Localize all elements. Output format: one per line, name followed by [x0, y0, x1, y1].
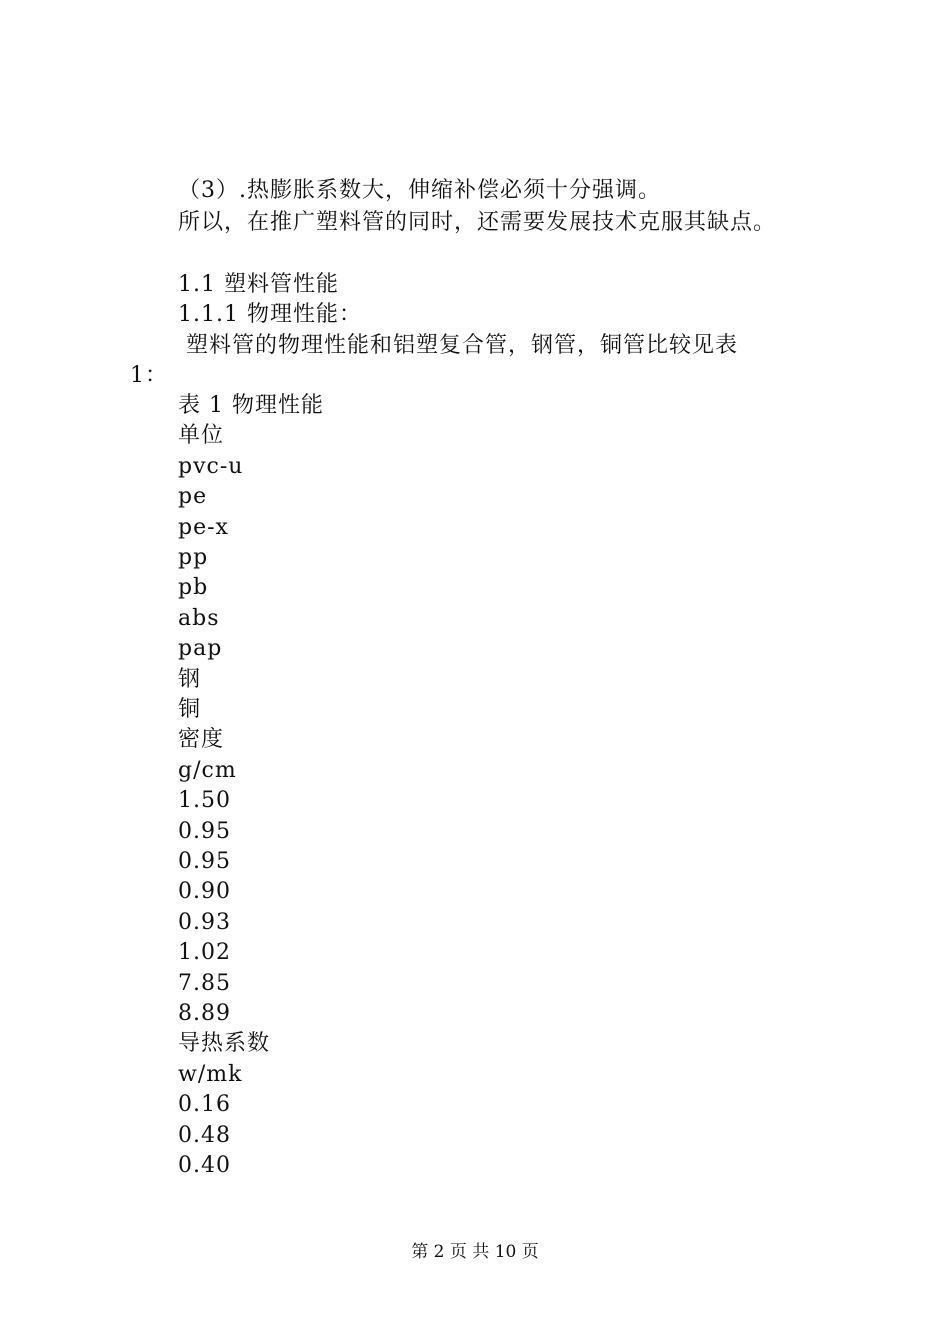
table-line: 8.89: [178, 1001, 231, 1026]
table-line: 导热系数: [178, 1031, 271, 1056]
table-line: w/mk: [178, 1062, 243, 1087]
table-line: 钢: [178, 667, 202, 692]
table-line: 0.16: [178, 1092, 231, 1117]
table-line: pe-x: [178, 515, 229, 540]
table-line: 1.50: [178, 788, 231, 813]
table-line: 0.48: [178, 1123, 231, 1148]
paragraph-comparison-continuation: 1：: [130, 363, 168, 388]
table-line: 0.93: [178, 910, 231, 935]
table-line: 0.40: [178, 1153, 231, 1178]
paragraph-thermal-expansion: （3）.热膨胀系数大，伸缩补偿必须十分强调。: [178, 178, 661, 203]
section-heading: 1.1 塑料管性能: [178, 272, 339, 297]
table-line: pb: [178, 575, 209, 600]
table-line: pe: [178, 484, 208, 509]
table-line: 0.95: [178, 849, 231, 874]
page-footer: 第 2 页 共 10 页: [411, 1242, 539, 1262]
table-line: 0.90: [178, 879, 231, 904]
table-line: g/cm: [178, 758, 237, 783]
table-line: pvc-u: [178, 454, 244, 479]
table-line: 7.85: [178, 971, 231, 996]
paragraph-comparison: 塑料管的物理性能和铝塑复合管，钢管，铜管比较见表: [186, 333, 739, 358]
table-line: pp: [178, 545, 209, 570]
table-line: 1.02: [178, 940, 231, 965]
table-line: pap: [178, 636, 223, 661]
table-line: 密度: [178, 727, 225, 752]
paragraph-conclusion: 所以，在推广塑料管的同时，还需要发展技术克服其缺点。: [178, 210, 777, 235]
table-line: 0.95: [178, 819, 231, 844]
table-line: abs: [178, 606, 220, 631]
table-line: 表 1 物理性能: [178, 393, 324, 418]
table-line: 单位: [178, 423, 225, 448]
table-line: 铜: [178, 697, 202, 722]
subsection-heading: 1.1.1 物理性能：: [178, 302, 362, 327]
